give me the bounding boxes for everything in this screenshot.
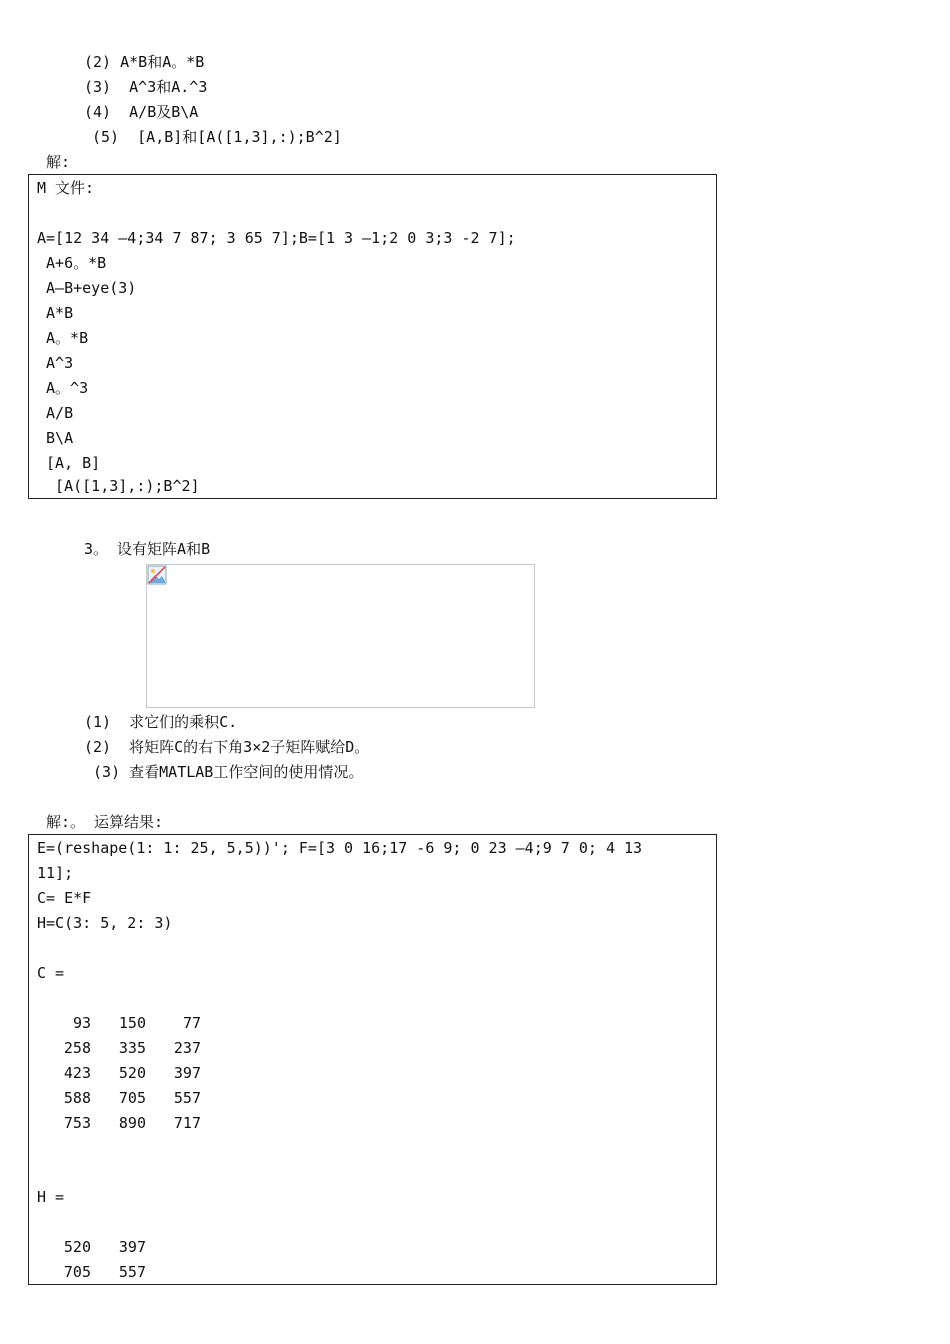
code-line: E=(reshape(1: 1: 25, 5,5))'; F=[3 0 16;17 -6 9; 0 23 —4;9 7 0; 4 13 [37, 839, 643, 857]
c-matrix-cell: 397 [173, 1064, 201, 1082]
code-line: [A([1,3],:);B^2] [37, 477, 200, 495]
c-matrix-cell: 717 [173, 1114, 201, 1132]
c-matrix-cell: 237 [173, 1039, 201, 1057]
broken-image-icon [147, 565, 167, 585]
c-matrix-cell: 520 [118, 1064, 146, 1082]
c-matrix-label: C = [37, 964, 65, 982]
code-line: A+6。*B [37, 254, 107, 272]
item-3: (3) A^3和A.^3 [84, 78, 208, 96]
c-matrix-cell: 93 [72, 1014, 91, 1032]
matrix-image-placeholder [146, 564, 535, 708]
problem-3-item-2: (2) 将矩阵C的右下角3×2子矩阵赋给D。 [84, 738, 370, 756]
code-line: A。^3 [37, 379, 89, 397]
c-matrix-cell: 77 [182, 1014, 201, 1032]
problem-3-title: 3。 设有矩阵A和B [84, 540, 211, 558]
c-matrix-cell: 258 [63, 1039, 91, 1057]
code-line: H=C(3: 5, 2: 3) [37, 914, 173, 932]
c-matrix-cell: 557 [173, 1089, 201, 1107]
problem-3-item-1: (1) 求它们的乘积C. [84, 713, 238, 731]
solution-label-1: 解: [46, 153, 71, 171]
code-line: A=[12 34 —4;34 7 87; 3 65 7];B=[1 3 —1;2 0 3;3 -2 7]; [37, 229, 516, 247]
h-matrix-label: H = [37, 1188, 65, 1206]
code-line: A^3 [37, 354, 74, 372]
code-line: A。*B [37, 329, 89, 347]
code-line: M 文件: [37, 179, 95, 197]
code-line: C= E*F [37, 889, 92, 907]
c-matrix-cell: 588 [63, 1089, 91, 1107]
h-matrix-cell: 557 [118, 1263, 146, 1281]
c-matrix-cell: 335 [118, 1039, 146, 1057]
code-line: A/B [37, 404, 74, 422]
h-matrix-cell: 397 [118, 1238, 146, 1256]
code-line: [A, B] [37, 454, 101, 472]
c-matrix-cell: 705 [118, 1089, 146, 1107]
solution-label-2: 解:。 运算结果: [46, 813, 164, 831]
code-box-1 [28, 174, 717, 499]
item-5: (5) [A,B]和[A([1,3],:);B^2] [92, 128, 342, 146]
code-line: A—B+eye(3) [37, 279, 137, 297]
h-matrix-cell: 705 [63, 1263, 91, 1281]
c-matrix-cell: 890 [118, 1114, 146, 1132]
code-line: B\A [37, 429, 74, 447]
item-2: (2) A*B和A。*B [84, 53, 205, 71]
h-matrix-cell: 520 [63, 1238, 91, 1256]
c-matrix-cell: 150 [118, 1014, 146, 1032]
item-4: (4) A/B及B\A [84, 103, 199, 121]
code-line: 11]; [37, 864, 74, 882]
c-matrix-cell: 423 [63, 1064, 91, 1082]
c-matrix-cell: 753 [63, 1114, 91, 1132]
problem-3-item-3: (3) 查看MATLAB工作空间的使用情况。 [84, 763, 364, 781]
code-line: A*B [37, 304, 74, 322]
code-box-2 [28, 834, 717, 1285]
